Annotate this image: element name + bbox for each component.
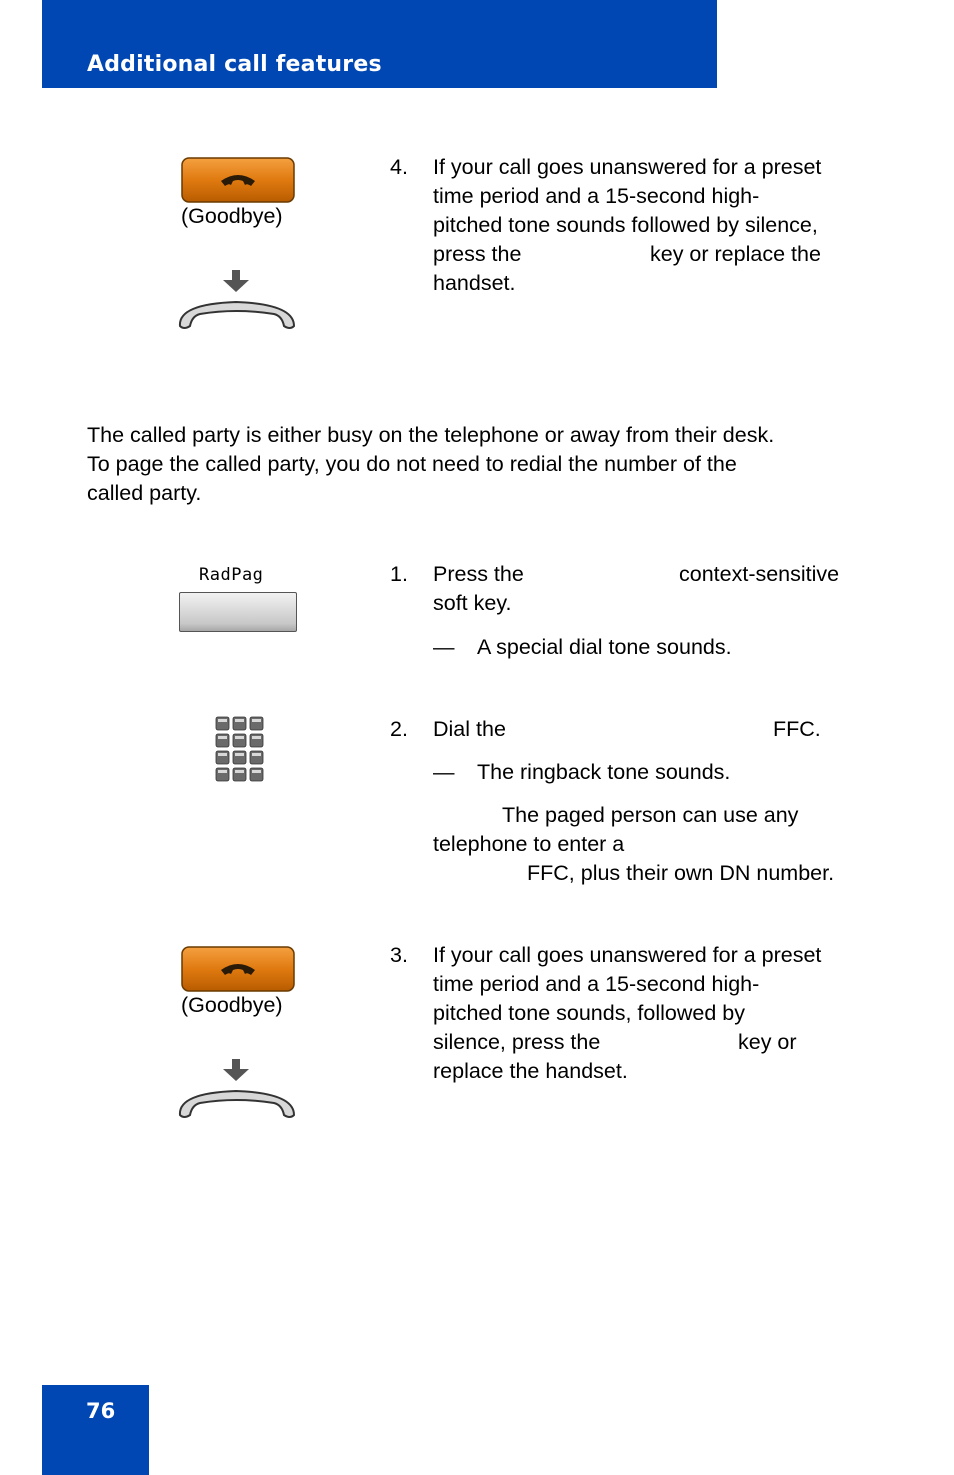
intro-line: To page the called party, you do not need to redial the number of the — [87, 452, 737, 476]
step4-number: 4. — [390, 155, 408, 179]
step4-line: press the — [433, 242, 522, 266]
goodbye-caption: (Goodbye) — [181, 993, 283, 1017]
handset-down-icon — [176, 1057, 300, 1119]
step2-tip: FFC, plus their own DN number. — [527, 861, 835, 885]
step2-tip: telephone to enter a — [433, 832, 625, 856]
step3-line: If your call goes unanswered for a preset — [433, 943, 822, 967]
goodbye-caption: (Goodbye) — [181, 204, 283, 228]
step2-note-dash: — — [433, 760, 455, 784]
step2-number: 2. — [390, 717, 408, 741]
page-number-box — [42, 1385, 149, 1475]
keypad-icon — [215, 716, 265, 784]
intro-line: called party. — [87, 481, 202, 505]
step2-note: The ringback tone sounds. — [477, 760, 731, 784]
step1-text: context-sensitive — [679, 562, 840, 586]
step3-line: time period and a 15-second high- — [433, 972, 760, 996]
intro-line: The called party is either busy on the telephone or away from their desk. — [87, 423, 775, 447]
step3-line: silence, press the — [433, 1030, 601, 1054]
step1-note: A special dial tone sounds. — [477, 635, 732, 659]
step1-number: 1. — [390, 562, 408, 586]
page-header-title: Additional call features — [87, 52, 382, 77]
step2-text: Dial the — [433, 717, 506, 741]
softkey-label: RadPag — [199, 565, 264, 585]
step3-number: 3. — [390, 943, 408, 967]
step2-text: FFC. — [773, 717, 821, 741]
step4-line: key or replace the — [650, 242, 821, 266]
goodbye-key-icon — [181, 946, 295, 992]
step1-text: soft key. — [433, 591, 512, 615]
step4-line: If your call goes unanswered for a preset — [433, 155, 822, 179]
page-number: 76 — [86, 1399, 116, 1423]
step3-line: key or — [738, 1030, 797, 1054]
step4-line: pitched tone sounds followed by silence, — [433, 213, 818, 237]
step2-tip: The paged person can use any — [502, 803, 799, 827]
handset-down-icon — [176, 268, 300, 330]
goodbye-key-icon — [181, 157, 295, 203]
step4-line: time period and a 15-second high- — [433, 184, 760, 208]
step1-note-dash: — — [433, 635, 455, 659]
header-bar — [42, 0, 717, 88]
step4-line: handset. — [433, 271, 516, 295]
step3-line: pitched tone sounds, followed by — [433, 1001, 745, 1025]
step1-text: Press the — [433, 562, 524, 586]
radpag-soft-key[interactable] — [179, 592, 297, 632]
step3-line: replace the handset. — [433, 1059, 628, 1083]
